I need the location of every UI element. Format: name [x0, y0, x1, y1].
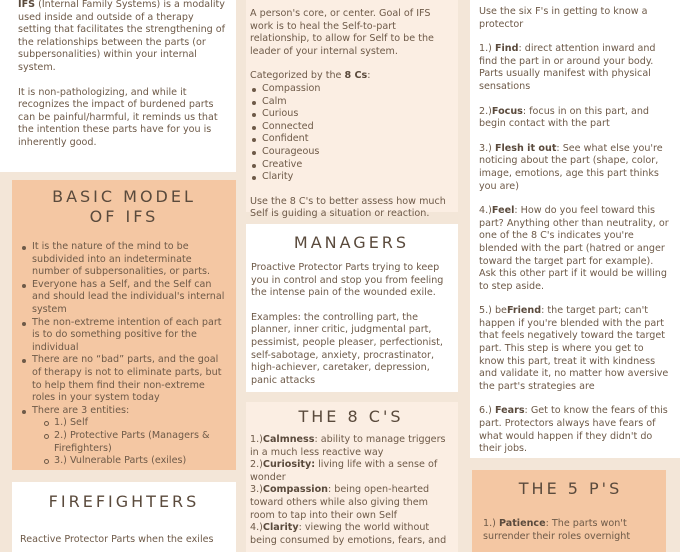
list-item: Courageous: [250, 146, 450, 159]
list-item: Compassion: [250, 83, 450, 96]
ifs-intro-card: [0, 0, 236, 172]
basic-model-card: [12, 180, 236, 470]
list-item: Curious: [250, 108, 450, 121]
self-footer: Use the 8 C's to better assess how much Self is guiding a situation or reaction.: [250, 195, 446, 220]
c-item: 3.)Compassion: being open-hearted toward others while also giving them room to tap into their own Self: [250, 484, 430, 521]
f-step: 3.) Flesh it out: See what else you're noticing about the part (shape, color, image, emotions, age this part thinks you are): [479, 142, 663, 192]
basic-model-heading: BASIC MODEL OF IFS: [52, 187, 196, 226]
f-step: 4.)Feel: How do you feel toward this part? Anything other than neutrality, or one of the 8 C's indicates you're blended with the part (hatred or anger toward the target part for example). Ask this other part if it would be willing to step aside.: [479, 205, 669, 292]
six-fs-card: [470, 0, 680, 458]
c-item: 1.)Calmness: ability to manage triggers in a much less reactive way: [250, 434, 446, 458]
entity-item: 2.) Protective Parts (Managers & Firefighters): [42, 430, 228, 455]
managers-heading: MANAGERS: [293, 233, 410, 252]
list-item: Everyone has a Self, and the Self can and should lead the individual's internal system: [20, 279, 228, 317]
list-item: Confident: [250, 133, 450, 146]
firefighters-heading: FIREFIGHTERS: [48, 492, 200, 511]
c-item: 2.)Curiosity: living life with a sense of wonder: [250, 459, 438, 483]
list-item: Creative: [250, 159, 450, 172]
managers-examples: Examples: the controlling part, the planner, inner critic, judgmental part, pessimist, people pleaser, perfectionist, self-sabotage, anxiety, procrastinator, high-achiever, caretaker, depression, panic attacks: [251, 311, 443, 386]
entities-list: [42, 417, 228, 467]
eight-cs-card: [246, 402, 458, 552]
f-step: 6.) Fears: Get to know the fears of this part. Protectors always have fears of what would happen if they didn't do their jobs.: [479, 405, 668, 455]
self-categorized-label: Categorized by the 8 Cs:: [250, 70, 371, 82]
f-step: 5.) beFriend: the target part; can't happen if you're blended with the part that feels negatively toward the target part. This step is where you get to know this part, treat it with kindness and validate it, no matter how aversive the part's strategies are: [479, 305, 669, 392]
list-item: Clarity: [250, 171, 450, 184]
six-fs-intro: Use the six F's in getting to know a protector: [479, 6, 648, 30]
list-item: The non-extreme intention of each part is to do something positive for the individual: [20, 317, 228, 355]
f-step: 1.) Find: direct attention inward and find the part in or around your body. Parts usually manifest with physical sensations: [479, 43, 656, 92]
ifs-term: IFS: [18, 0, 36, 10]
basic-model-list: [20, 241, 228, 468]
managers-card: [246, 224, 458, 392]
five-ps-heading: THE 5 P'S: [518, 479, 623, 498]
self-text: A person's core, or center. Goal of IFS work is to heal the Self-to-part relationship, to allow for Self to be the leader of your internal system.: [250, 8, 434, 57]
p-item: 1.) Patience: The parts won't surrender their roles overnight: [483, 518, 631, 542]
list-item: Connected: [250, 121, 450, 134]
list-item: It is the nature of the mind to be subdivided into an indeterminate number of subpersonalities, or parts.: [20, 241, 228, 279]
five-ps-card: [472, 470, 666, 552]
ifs-intro-paragraph-1: IFS (Internal Family Systems) is a modality used inside and outside of a therapy setting that facilitates the strengthening of the relationships between the parts (or subpersonalities) within your internal system.: [18, 0, 226, 73]
entity-item: 1.) Self: [42, 417, 228, 430]
firefighters-card: [12, 482, 236, 552]
self-card: [246, 0, 458, 220]
list-item: There are no “bad” parts, and the goal of therapy is not to eliminate parts, but to help them find their non-extreme roles in your system today: [20, 354, 228, 404]
c-item: 4.)Clarity: viewing the world without being consumed by emotions, fears, and: [250, 522, 447, 546]
firefighters-text: Reactive Protector Parts when the exiles: [20, 534, 214, 545]
list-item: There are 3 entities: 1.) Self 2.) Protective Parts (Managers & Firefighters) 3.) Vulnerable Parts (exiles): [20, 405, 228, 468]
f-step: 2.)Focus: focus in on this part, and begin contact with the part: [479, 105, 649, 130]
list-item: Calm: [250, 96, 450, 109]
eight-cs-heading: THE 8 C'S: [298, 407, 404, 426]
ifs-intro-paragraph-2: It is non-pathologizing, and while it recognizes the impact of burdened parts can be painful/harmful, it reminds us that the intention these parts have for you is inherently good.: [18, 86, 218, 148]
eight-cs-list: [250, 83, 450, 184]
managers-text: Proactive Protector Parts trying to keep you in control and stop you from feeling the intense pain of the wounded exile.: [251, 262, 444, 299]
entity-item: 3.) Vulnerable Parts (exiles): [42, 455, 228, 468]
